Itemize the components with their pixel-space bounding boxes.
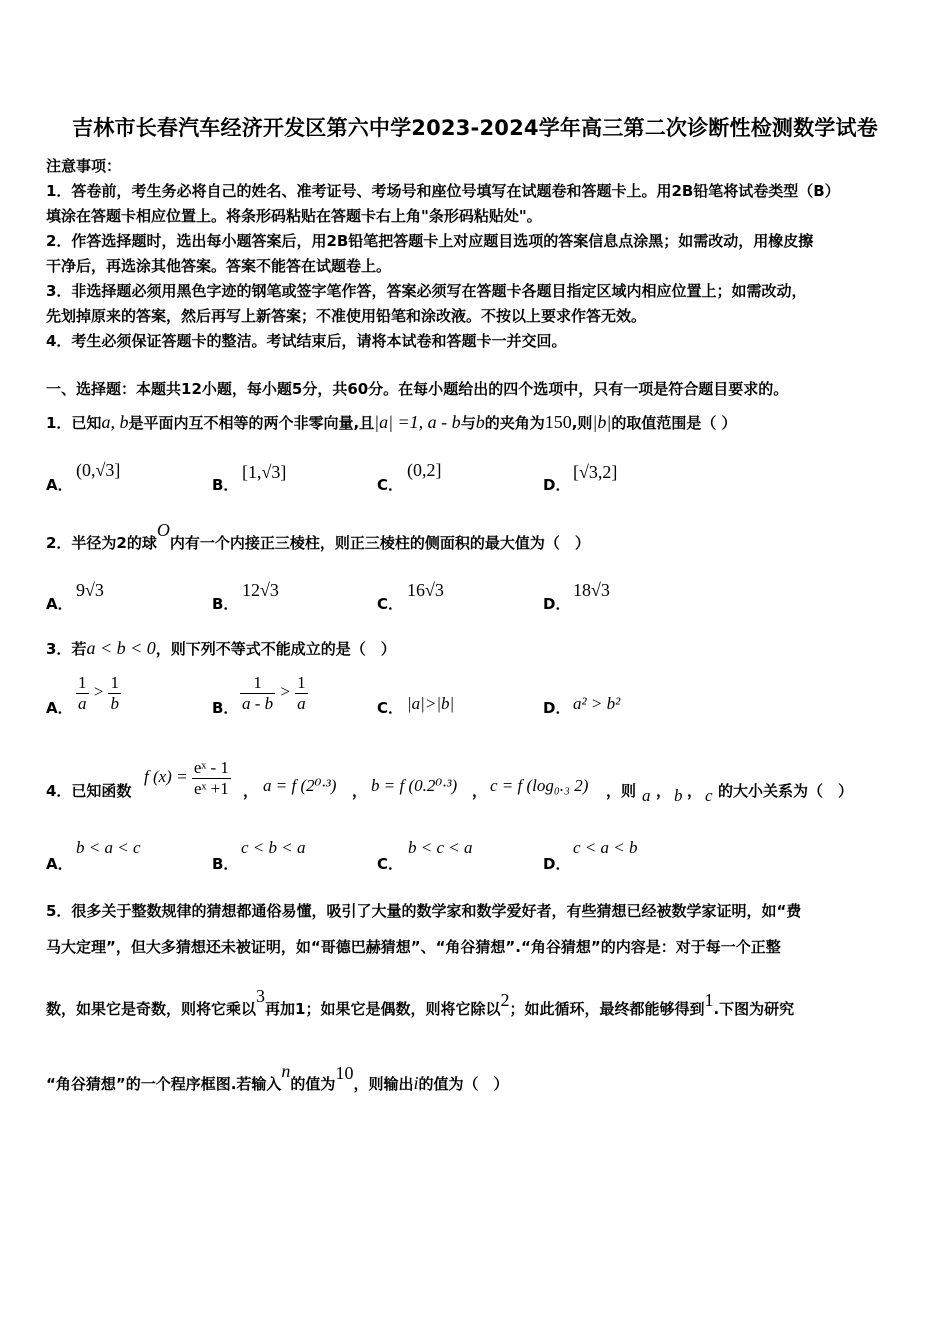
q5-math: i — [413, 1073, 419, 1093]
q4-text: ， — [656, 782, 672, 800]
q3-text: 3．若 — [46, 640, 87, 658]
q3-option-a-label[interactable]: A． — [46, 699, 73, 717]
q2-option-c[interactable]: 16√3 — [407, 580, 444, 600]
q4-text: ，则 — [606, 782, 637, 800]
q3-option-d[interactable]: a² > b² — [573, 694, 621, 713]
q4-function — [144, 758, 231, 798]
fraction-denominator: a - b — [242, 693, 274, 713]
fraction-numerator: 1 — [240, 673, 275, 694]
q2-option-a[interactable]: 9√3 — [76, 580, 104, 600]
q2-option-b-label[interactable]: B． — [212, 595, 239, 613]
notice-line: 先划掉原来的答案，然后再写上新答案；不准使用铅笔和涂改液。不按以上要求作答无效。 — [46, 307, 647, 325]
q5-math: 2 — [500, 990, 510, 1010]
notice-heading: 注意事项： — [46, 157, 122, 175]
q5-math: 10 — [335, 1063, 354, 1083]
q5-line-3 — [46, 986, 795, 1019]
q4-option-d[interactable]: c < a < b — [573, 838, 638, 857]
notice-line: 1．答卷前，考生务必将自己的姓名、准考证号、考场号和座位号填写在试题卷和答题卡上。用2B铅笔将试卷类型（B） — [46, 182, 840, 200]
q4-text: 的大小关系为（ ） — [718, 782, 854, 800]
question-2 — [46, 520, 590, 553]
q1-option-d[interactable]: [√3,2] — [573, 462, 618, 482]
q1-text: 是平面内互不相等的两个非零向量,且 — [128, 414, 375, 432]
q5-math: 1 — [704, 990, 714, 1010]
q1-option-d-label[interactable]: D． — [543, 476, 571, 494]
q4-option-a[interactable]: b < a < c — [76, 838, 141, 857]
q3-option-b-label[interactable]: B． — [212, 699, 239, 717]
q5-text: 再加1；如果它是偶数，则将它除以 — [265, 1000, 501, 1018]
q1-text: 的夹角为 — [484, 414, 545, 432]
q5-text: 的值为 — [290, 1075, 336, 1093]
fraction-numerator: 1 — [297, 673, 306, 692]
fraction-denominator: eˣ +1 — [193, 778, 229, 798]
fraction-denominator: b — [110, 693, 119, 713]
q2-option-b[interactable]: 12√3 — [242, 580, 279, 600]
q4-option-c-label[interactable]: C． — [377, 855, 404, 873]
q1-text: 与 — [460, 414, 476, 432]
q1-option-a-label[interactable]: A． — [46, 476, 73, 494]
notice-line: 3．非选择题必须用黑色字迹的钢笔或签字笔作答，答案必须写在答题卡各题目指定区域内相应位置上；如需改动， — [46, 282, 807, 300]
q3-option-a[interactable] — [76, 673, 121, 713]
q4-text: ， — [472, 782, 488, 800]
q5-text: ；如此循环，最终都能够得到 — [509, 1000, 705, 1018]
q4-option-b-label[interactable]: B． — [212, 855, 239, 873]
q3-option-c-label[interactable]: C． — [377, 699, 404, 717]
q4-text: ， — [243, 782, 259, 800]
q4-option-a-label[interactable]: A． — [46, 855, 73, 873]
q4-option-b[interactable]: c < b < a — [241, 838, 306, 857]
q4-math-a: a = f (2⁰·³) — [263, 776, 337, 795]
q4-option-d-label[interactable]: D． — [543, 855, 571, 873]
q3-math: a < b < 0 — [86, 638, 156, 658]
q4-text: ， — [687, 782, 703, 800]
page-title: 吉林市长春汽车经济开发区第六中学2023-2024学年高三第二次诊断性检测数学试卷 — [72, 116, 878, 140]
q5-text: .下图为研究 — [713, 1000, 795, 1018]
notice-line: 填涂在答题卡相应位置上。将条形码粘贴在答题卡右上角"条形码粘贴处"。 — [46, 207, 542, 225]
q2-text: 内有一个内接正三棱柱，则正三棱柱的侧面积的最大值为（ ） — [169, 534, 590, 552]
q1-text: 的取值范围是（ ） — [611, 414, 737, 432]
q4-var-b: b — [674, 786, 683, 805]
q1-text: 1．已知 — [46, 414, 102, 432]
q1-option-b-label[interactable]: B． — [212, 476, 239, 494]
q2-option-d-label[interactable]: D． — [543, 595, 571, 613]
fraction-denominator: a — [78, 693, 87, 713]
q5-line-4 — [46, 1061, 509, 1094]
fraction-numerator: 1 — [78, 673, 87, 692]
notice-line: 干净后，再选涂其他答案。答案不能答在试题卷上。 — [46, 257, 392, 275]
function-lhs: f (x) = — [144, 766, 188, 786]
q2-option-c-label[interactable]: C． — [377, 595, 404, 613]
q1-option-c-label[interactable]: C． — [377, 476, 404, 494]
q1-text: ,则 — [571, 414, 593, 432]
q2-text: 2．半径为2的球 — [46, 534, 157, 552]
question-4-label: 4．已知函数 — [46, 782, 132, 800]
question-1 — [46, 412, 737, 433]
q1-option-a[interactable]: (0,√3] — [76, 460, 121, 480]
q4-text: ， — [352, 782, 368, 800]
q1-option-b[interactable]: [1,√3] — [242, 462, 287, 482]
q1-math: |a| =1, a - b — [374, 412, 461, 432]
section-heading: 一、选择题：本题共12小题，每小题5分，共60分。在每小题给出的四个选项中，只有一项是符合题目要求的。 — [46, 380, 789, 398]
notice-line: 2．作答选择题时，选出每小题答案后，用2B铅笔把答题卡上对应题目选项的答案信息点涂黑；如需改动，用橡皮擦 — [46, 232, 814, 250]
question-3 — [46, 638, 396, 659]
q3-text: ，则下列不等式不能成立的是（ ） — [155, 640, 396, 658]
q1-math: a, b — [101, 412, 129, 432]
q5-line-2: 马大定理”，但大多猜想还未被证明，如“哥德巴赫猜想”、“角谷猜想”.“角谷猜想”的内容是：对于每一个正整 — [46, 938, 781, 956]
fraction-numerator: 1 — [110, 673, 119, 692]
q4-math-b: b = f (0.2⁰·³) — [371, 776, 458, 795]
fraction-numerator: eˣ - 1 — [193, 758, 229, 777]
q5-math: n — [281, 1061, 291, 1081]
q5-line-1: 5．很多关于整数规律的猜想都通俗易懂，吸引了大量的数学家和数学爱好者，有些猜想已经被数学家证明，如“费 — [46, 902, 802, 920]
q4-option-c[interactable]: b < c < a — [408, 838, 473, 857]
q5-text: 的值为（ ） — [418, 1075, 509, 1093]
q5-text: “角谷猜想”的一个程序框图.若输入 — [46, 1075, 282, 1093]
inequality-sign: > — [279, 681, 291, 701]
q4-var-a: a — [642, 786, 651, 805]
q5-text: 数，如果它是奇数，则将它乘以 — [46, 1000, 257, 1018]
q4-math-c: c = f (log₀.₃ 2) — [490, 776, 589, 795]
q3-option-b[interactable] — [240, 673, 308, 713]
q1-math: 150 — [544, 412, 572, 432]
q3-option-c[interactable]: |a|>|b| — [407, 694, 455, 713]
q1-option-c[interactable]: (0,2] — [407, 460, 442, 480]
q1-math: |b| — [592, 412, 612, 432]
q2-option-d[interactable]: 18√3 — [573, 580, 610, 600]
q5-text: ，则输出 — [353, 1075, 414, 1093]
q1-math: b — [475, 412, 485, 432]
q4-var-c: c — [705, 786, 713, 805]
q5-math: 3 — [256, 986, 266, 1006]
notice-line: 4．考生必须保证答题卡的整洁。考试结束后，请将本试卷和答题卡一并交回。 — [46, 332, 567, 350]
inequality-sign: > — [92, 681, 105, 701]
q2-math: O — [156, 520, 170, 540]
q3-option-d-label[interactable]: D． — [543, 699, 571, 717]
fraction-denominator: a — [297, 693, 306, 713]
q2-option-a-label[interactable]: A． — [46, 595, 73, 613]
